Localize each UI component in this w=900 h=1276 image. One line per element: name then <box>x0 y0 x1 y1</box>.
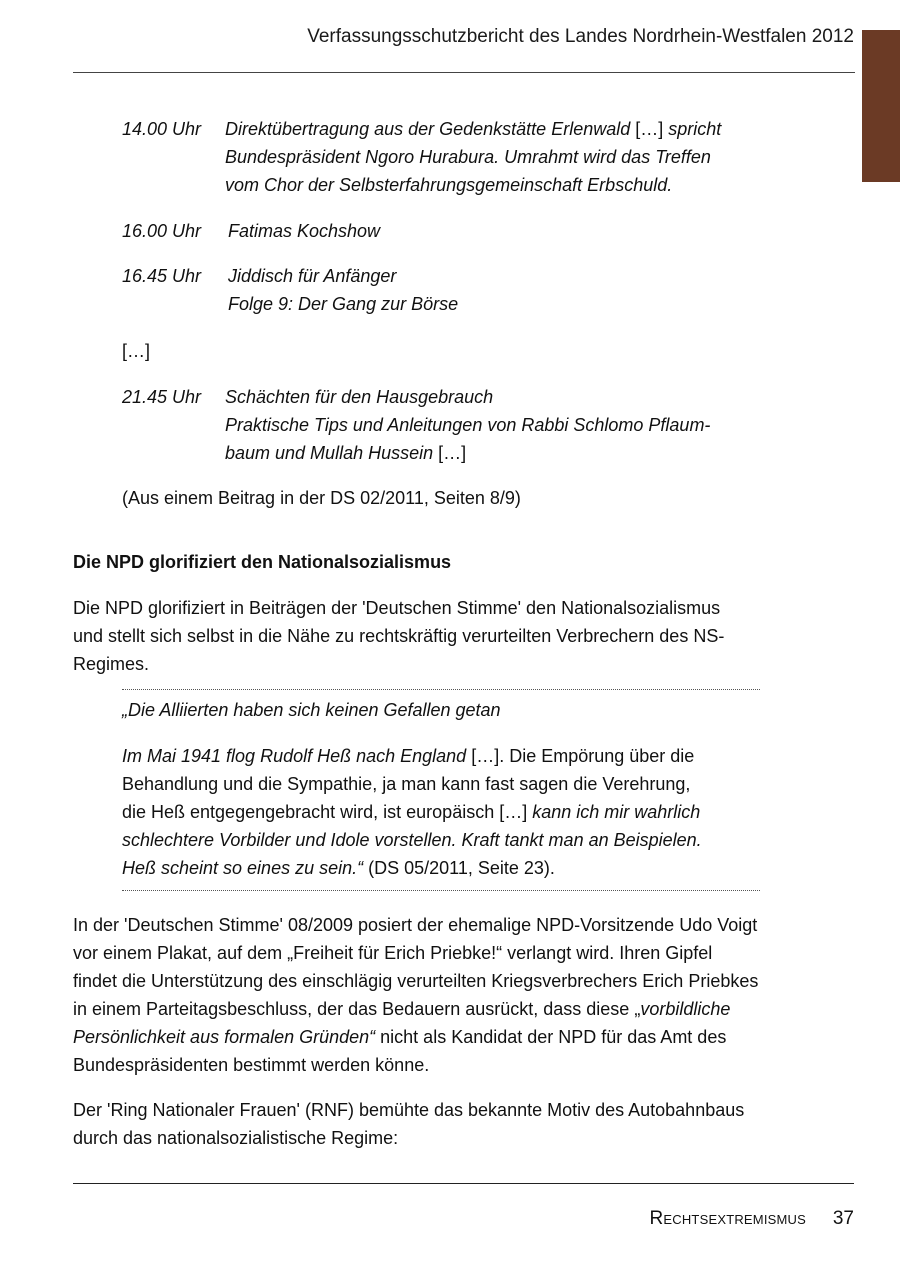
paragraph-line: Bundespräsidenten bestimmt werden könne. <box>73 1055 430 1075</box>
paragraph-line: findet die Unterstützung des einschlägig verurteilten Kriegsverbrechers Erich Priebkes <box>73 971 759 991</box>
program-line: Folge 9: Der Gang zur Börse <box>228 294 459 314</box>
program-time: 16.00 Uhr <box>122 221 202 241</box>
paragraph-line: Die NPD glorifiziert in Beiträgen der 'Deutschen Stimme' den Nationalsozialismus <box>73 598 721 618</box>
program-description <box>225 115 721 199</box>
program-line <box>225 115 721 143</box>
program-entry <box>122 217 782 245</box>
program-time: 21.45 Uhr <box>122 387 202 407</box>
quote-text-plain: (DS 05/2011, Seite 23). <box>363 858 555 878</box>
program-text-italic: baum und Mullah Hussein <box>225 443 434 463</box>
quote-text-plain: […]. Die Empörung über die <box>466 746 695 766</box>
paragraph-line: durch das nationalsozialistische Regime: <box>73 1128 399 1148</box>
header-divider <box>73 72 855 73</box>
chapter-tab-marker <box>862 30 900 182</box>
source-citation: (Aus einem Beitrag in der DS 02/2011, Seiten 8/9) <box>122 488 521 508</box>
page-number: 37 <box>832 1208 854 1229</box>
program-time: 16.45 Uhr <box>122 266 202 286</box>
program-description <box>225 383 710 467</box>
program-text-italic: Direktübertragung aus der Gedenkstätte Erlenwald <box>225 119 631 139</box>
quote-line <box>122 798 702 826</box>
program-line: vom Chor der Selbsterfahrungsgemeinschaft Erbschuld. <box>225 175 673 195</box>
paragraph-line: Der 'Ring Nationaler Frauen' (RNF) bemühte das bekannte Motiv des Autobahnbaus <box>73 1100 745 1120</box>
program-line: Jiddisch für Anfänger <box>228 266 397 286</box>
program-line: Bundespräsident Ngoro Hurabura. Umrahmt wird das Treffen <box>225 147 711 167</box>
paragraph-line: und stellt sich selbst in die Nähe zu rechtskräftig verurteilten Verbrechern des NS- <box>73 626 725 646</box>
paragraph-line: vor einem Plakat, auf dem „Freiheit für Erich Priebke!“ verlangt wird. Ihren Gipfel <box>73 943 713 963</box>
quote-top-border <box>122 689 760 690</box>
paragraph-line: In der 'Deutschen Stimme' 08/2009 posiert der ehemalige NPD-Vorsitzende Udo Voigt <box>73 915 758 935</box>
body-paragraph <box>73 1096 744 1152</box>
section-heading: Die NPD glorifiziert den Nationalsozialismus <box>73 552 452 572</box>
quote-text-plain: die Heß entgegengebracht wird, ist europäisch […] <box>122 802 533 822</box>
program-text-italic: spricht <box>668 119 722 139</box>
program-time: 14.00 Uhr <box>122 119 202 139</box>
paragraph-text-plain: nicht als Kandidat der NPD für das Amt des <box>375 1027 727 1047</box>
omission-marker: […] <box>122 341 151 361</box>
running-header-title: Verfassungsschutzbericht des Landes Nordrhein-Westfalen 2012 <box>307 26 854 47</box>
paragraph-line: Regimes. <box>73 654 150 674</box>
program-description <box>228 217 380 245</box>
quote-line <box>122 854 702 882</box>
paragraph-text-italic: Persönlichkeit aus formalen Gründen“ <box>73 1027 376 1047</box>
program-line: Fatimas Kochshow <box>228 221 381 241</box>
quote-bottom-border <box>122 890 760 891</box>
footer-section-name: Rechtsextremismus <box>649 1208 806 1229</box>
program-entry <box>122 115 782 199</box>
program-entry <box>122 262 782 318</box>
paragraph-line <box>73 1023 758 1051</box>
quote-line <box>122 742 702 770</box>
paragraph-text-italic: vorbildliche <box>640 999 731 1019</box>
program-entry <box>122 383 782 467</box>
paragraph-text-plain: in einem Parteitagsbeschluss, der das Bedauern ausrückt, dass diese „ <box>73 999 641 1019</box>
quote-text-italic: Heß scheint so eines zu sein.“ <box>122 858 364 878</box>
footer-divider <box>73 1183 854 1184</box>
body-paragraph <box>73 594 724 678</box>
program-text-plain: […] <box>433 443 467 463</box>
quote-body <box>122 742 702 882</box>
program-line <box>225 439 710 467</box>
quote-line: Behandlung und die Sympathie, ja man kann fast sagen die Verehrung, <box>122 774 691 794</box>
quote-line: schlechtere Vorbilder und Idole vorstellen. Kraft tankt man an Beispielen. <box>122 830 702 850</box>
paragraph-line <box>73 995 758 1023</box>
quote-title: „Die Alliierten haben sich keinen Gefallen getan <box>122 700 501 720</box>
quote-text-italic: kann ich mir wahrlich <box>532 802 701 822</box>
body-paragraph <box>73 911 758 1079</box>
program-line: Praktische Tips und Anleitungen von Rabbi Schlomo Pflaum- <box>225 415 711 435</box>
program-description <box>228 262 458 318</box>
program-text-plain: […] <box>630 119 669 139</box>
quote-text-italic: Im Mai 1941 flog Rudolf Heß nach England <box>122 746 467 766</box>
program-line: Schächten für den Hausgebrauch <box>225 387 494 407</box>
